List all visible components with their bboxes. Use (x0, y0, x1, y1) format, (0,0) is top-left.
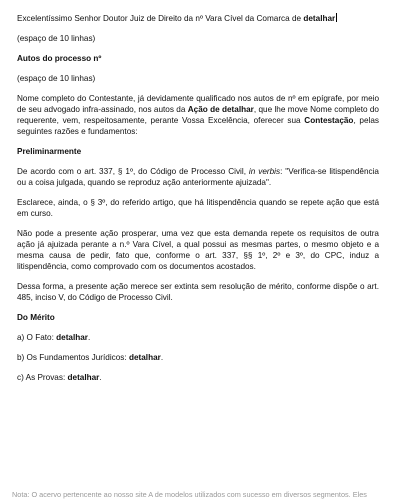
para1-text-a: De acordo com o art. 337, § 1º, do Código de Processo Civil, (17, 167, 249, 176)
merit-item-evidence (17, 372, 379, 383)
merit-item-label: b) Os Fundamentos Jurídicos: (17, 353, 129, 362)
merit-item-value: detalhar (128, 353, 161, 362)
contestation-word: Contestação (304, 116, 354, 125)
merit-item-label: c) As Provas: (17, 373, 68, 382)
footer-note-label: Nota: (12, 490, 30, 499)
process-number-heading: Autos do processo nº (17, 54, 102, 63)
merit-item-label: a) O Fato: (17, 333, 57, 342)
intro-paragraph (17, 93, 379, 137)
paragraph-preliminary-1 (17, 166, 379, 188)
paragraph-preliminary-2: Esclarece, ainda, o § 3º, do referido artigo, que há litispendência quando se repete ação que está em curso. (17, 198, 379, 218)
section-heading-preliminary: Preliminarmente (17, 147, 82, 156)
merit-item-legal-grounds (17, 352, 379, 363)
spacing-note-2: (espaço de 10 linhas) (17, 74, 96, 83)
para1-latin: in verbis (248, 167, 281, 176)
action-name: Ação de detalhar (187, 105, 254, 114)
merit-item-value: detalhar (56, 333, 88, 342)
court-detail-placeholder: detalhar (303, 14, 336, 23)
text-cursor (336, 13, 337, 22)
document-page (17, 13, 379, 383)
footer-note-text: O acervo pertencente ao nosso site A de modelos utilizados com sucesso em diversos segmentos. Eles (29, 490, 367, 499)
merit-item-end: . (160, 353, 164, 362)
intro-text-c: , que lhe move Nome completo do requerente, vem, respeitosamente, perante Vossa Excelência, oferecer sua (17, 105, 379, 125)
court-address-line: Excelentíssimo Senhor Doutor Juiz de Direito da nº Vara Cível da Comarca (17, 14, 290, 23)
merit-item-end: . (99, 373, 102, 382)
intro-text-a: Nome completo do Contestante, já devidamente qualificado nos autos de nº em epígrafe, por meio de seu advogado infra-assinado, nos autos da (17, 94, 379, 114)
intro-text-e: , pelas seguintes razões e fundamentos: (17, 116, 379, 136)
paragraph-preliminary-3: Não pode a presente ação prosperar, uma vez que esta demanda repete os requisitos de outra ação já ajuizada perante a n.º Vara Cível, a qual possui as mesmas partes, o mesmo objeto e a mesma causa de pedir, fato que, conforme o art. 337, §§ 1º, 2º e 3º, do CPC, induz a litispendência, como comprovado com os documentos acostados. (17, 229, 379, 271)
paragraph-preliminary-4: Dessa forma, a presente ação merece ser extinta sem resolução de mérito, conforme dispõe o art. 485, inciso V, do Código de Processo Civil. (17, 282, 379, 302)
merit-item-value: detalhar (67, 373, 100, 382)
court-address (17, 13, 379, 24)
spacing-note-1: (espaço de 10 linhas) (17, 34, 96, 43)
merit-item-fact (17, 332, 379, 343)
para1-text-c: : "Verifica-se litispendência ou a coisa julgada, quando se reproduz ação anteriormente ajuizada". (17, 167, 379, 187)
footer-note (12, 489, 400, 500)
court-address-de: de (291, 14, 302, 23)
merit-item-end: . (88, 333, 91, 342)
section-heading-merit: Do Mérito (17, 313, 55, 322)
